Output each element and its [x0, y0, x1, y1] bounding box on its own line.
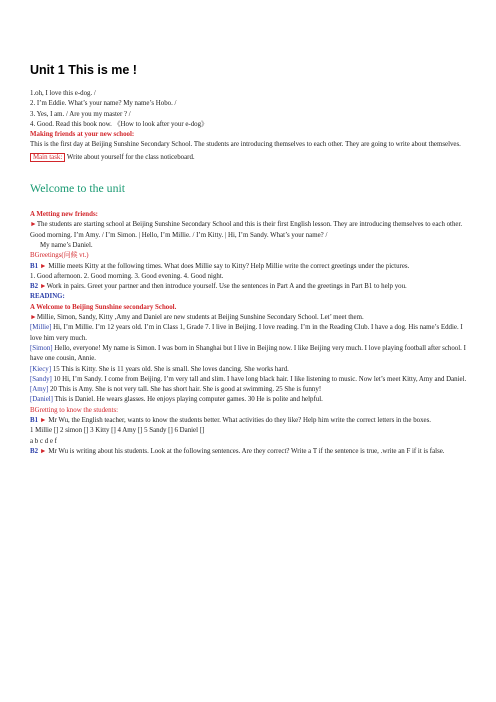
- b2-tag: B2: [30, 283, 39, 291]
- reading-b2: B2 ► Mr Wu is writing about his students. Look at the following sentences. Are they correct? Write a T if the sentence is true, .write an F if it is false.: [30, 447, 445, 455]
- arrow-icon: ►: [39, 283, 47, 291]
- reading-heading: READING:: [30, 293, 65, 301]
- reading-amy: [Amy] 20 This is Amy. She is not very tall. She has short hair. She is good at swimming. 25 She is funny!: [30, 386, 322, 394]
- b1-tag: B1: [30, 262, 39, 270]
- speaker-tag: [Amy]: [30, 386, 49, 394]
- main-task-text: Write about yourself for the class noticeboard.: [65, 153, 195, 161]
- intro-line-3: 3. Yes, I am. / Are you my master ? /: [30, 110, 131, 118]
- section-b2: B2 ►Work in pairs. Greet your partner and then introduce yourself. Use the sentences in Part A and the greetings in Part B1 to help you.: [30, 283, 407, 291]
- reading-daniel: [Daniel] This is Daniel. He wears glasses. He enjoys playing computer games. 30 He is polite and helpful.: [30, 396, 323, 404]
- section-b-heading: BGreetings(问候 vt.): [30, 252, 89, 260]
- arrow-icon: ►: [39, 417, 47, 425]
- page-title: Unit 1 This is me !: [30, 63, 137, 77]
- speaker-tag: [Kiecy]: [30, 365, 52, 373]
- main-task-label: Main task:: [30, 153, 65, 162]
- arrow-icon: ►: [30, 221, 37, 229]
- section-a-paragraph: ►The students are starting school at Beijing Sunshine Secondary School and this is their first English lesson. They are introducing themselves to each other.: [30, 221, 463, 229]
- main-task-line: [30, 153, 468, 163]
- speaker-tag: [Sandy]: [30, 375, 52, 383]
- b2-tag: B2: [30, 447, 39, 455]
- reading-b-heading: BGretting to know the students:: [30, 406, 119, 414]
- speaker-tag: [Daniel]: [30, 396, 53, 404]
- section-a-heading: A Metting new friends:: [30, 211, 98, 219]
- making-friends-heading: Making friends at your new school:: [30, 131, 135, 139]
- reading-millie: [Millie] Hi, I’m Millie. I’m 12 years old. I’m in Class 1, Grade 7. I live in Beijing. I love reading. I’m in the Reading Club. I have a dog. His name’s Eddie. I love him very much.: [30, 324, 463, 342]
- section-a-dialogue-cont: My name’s Daniel.: [40, 241, 93, 249]
- reading-sandy: [Sandy] 10 Hi, I’m Sandy. I come from Beijing. I’m very tall and slim. I have long black hair. I like listening to music. Now let’s meet Kitty, Amy and Daniel.: [30, 375, 467, 383]
- reading-simon: [Simon] Hello, everyone! My name is Simon. I was born in Shanghai but I live in Beijing now. I like Beijing very much. I love playing football after school. I have one cousin, Annie.: [30, 344, 466, 363]
- arrow-icon: ►: [30, 314, 37, 322]
- reading-b1-boxes: 1 Millie [] 2 simon [] 3 Kitty [] 4 Amy [] 5 Sandy [] 6 Daniel []: [30, 427, 205, 435]
- arrow-icon: ►: [39, 262, 47, 270]
- reading-kitty: [Kiecy] 15 This is Kitty. She is 11 years old. She is small. She loves dancing. She works hard.: [30, 365, 289, 373]
- reading-a-heading: A Welcome to Beijing Sunshine secondary School.: [30, 303, 177, 311]
- reading-a-intro: ►Millie, Simon, Sandy, Kitty ,Amy and Daniel are new students at Beijing Sunshine Secondary School. Let’ meet them.: [30, 314, 364, 322]
- section-a-dialogue: Good morning. I’m Amy. / I’m Simon. | Hello, I’m Millie. / I’m Kitty. | Hi, I’m Sandy. What’s your name? /: [30, 231, 328, 239]
- reading-b1: B1 ► Mr Wu, the English teacher, wants to know the students better. What activities do they like? Help him write the correct letters in the boxes.: [30, 417, 431, 425]
- section-b1: B1 ► Millie meets Kitty at the following times. What does Millie say to Kitty? Help Millie write the correct greetings under the pictures.: [30, 262, 410, 270]
- section-b1-greetings: 1. Good afternoon. 2. Good morning. 3. Good evening. 4. Good night.: [30, 272, 224, 280]
- intro-line-4: 4. Good. Read this book now. 《How to look after your e-dog》: [30, 120, 208, 128]
- section-heading-welcome: Welcome to the unit: [30, 181, 126, 196]
- document-page: [30, 62, 468, 457]
- speaker-tag: [Simon]: [30, 344, 53, 352]
- intro-line-1: 1.oh, I love this e-dog. /: [30, 90, 96, 97]
- reading-b1-letters: a b c d e f: [30, 437, 57, 445]
- speaker-tag: [Millie]: [30, 324, 52, 332]
- arrow-icon: ►: [39, 447, 47, 455]
- making-friends-text: This is the first day at Beijing Sunshine Secondary School. The students are introducing themselves to each other. They are going to write about themselves.: [30, 141, 461, 149]
- b1-tag: B1: [30, 417, 39, 425]
- intro-line-2: 2. I’m Eddie. What’s your name? My name’s Hobo. /: [30, 100, 177, 108]
